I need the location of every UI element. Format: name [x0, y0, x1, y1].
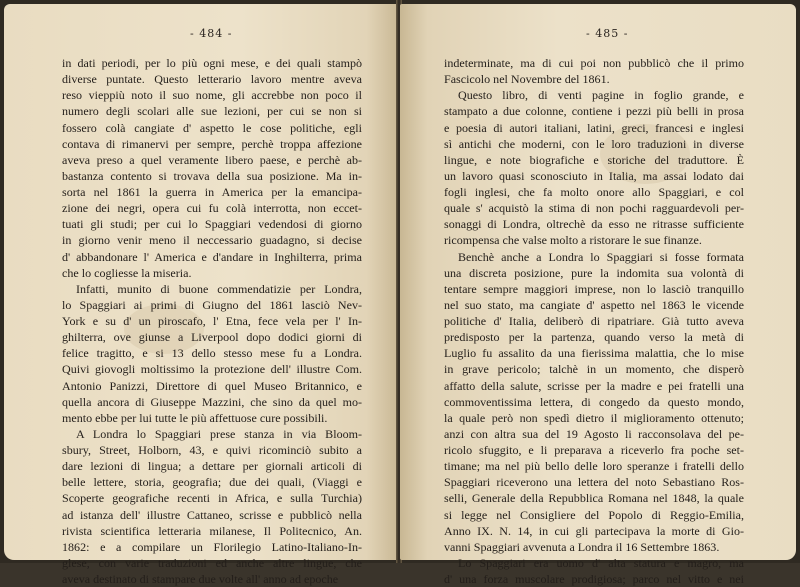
- text-line: la quale però non spedì dietro il miglioramento ottenuto;: [444, 410, 744, 425]
- text-line: numero degli scolari alle sue lezioni, per cui se non si: [62, 104, 362, 119]
- right-page: [400, 4, 796, 586]
- text-line: Spaggiari riceverono una lettera del noto Sebastiano Ros-: [444, 475, 744, 490]
- text-line: ad istanza dell' illustre Cattaneo, scrisse e pubblicò nella: [62, 507, 362, 522]
- text-line: 1862: e a compilare un Florilegio Latino-Italiano-In-: [62, 539, 362, 554]
- text-line: in grave pericolo; talchè in un momento, che disperò: [444, 362, 744, 377]
- text-line: d' abbandonare l' America e d'andare in Inghilterra, prima: [62, 249, 362, 264]
- text-line: aveva preso a quel veramente libero paese, e perchè ab-: [62, 152, 362, 167]
- text-line: sbury, Street, Holborn, 43, e quivi ricominciò subito a: [62, 443, 362, 457]
- text-line: dare lezioni di lingua; a dettare per giornali articoli di: [62, 459, 362, 474]
- text-line: vanni Spaggiari avvenuta a Londra il 16 Settembre 1863.: [444, 539, 720, 554]
- text-line: diverse puntate. Questo letterario lavoro mentre aveva: [62, 72, 362, 87]
- left-page: [4, 4, 398, 586]
- text-line: quella ancora di Giuseppe Mazzini, che sino da quel mo-: [62, 394, 362, 409]
- text-line: nel suo stato, ma cangiate d' aspetto nel 1863 le vicende: [444, 297, 744, 312]
- text-line: ghilterra, ove giunse a Liverpool dopo dodici giorni di: [62, 330, 362, 345]
- page-number: - 484 -: [190, 27, 233, 40]
- text-line: Infatti, munito di buone commendatizie per Londra,: [76, 281, 362, 296]
- text-line: sì antichi che moderni, con le loro traduzioni in diverse: [444, 136, 744, 151]
- text-line: ricompensa che valse molto a ristorare le sue finanze.: [444, 233, 702, 248]
- text-line: contava di rimanervi per sempre, perchè troppa affezione: [62, 136, 362, 151]
- text-line: bastanza contento si trovava della sua posizione. Ma in-: [62, 168, 362, 183]
- text-line: Fascicolo nel Novembre del 1861.: [444, 72, 610, 87]
- text-line: un lavoro quasi sconosciuto in Italia, ma assai lodato dai: [444, 168, 744, 183]
- text-line: lingue, e note biografiche e storiche del traduttore. È: [444, 152, 744, 167]
- text-line: rivista scientifica letteraria milanese, Il Politecnico, An.: [62, 523, 362, 538]
- page-body-text: [62, 55, 362, 587]
- text-line: A Londra lo Spaggiari prese stanza in via Bloom-: [76, 426, 362, 441]
- text-line: ricolo sfuggito, e li preparava a riceverlo fra poche set-: [444, 443, 744, 457]
- text-line: Lo Spaggiari era uomo d' alta statura e magro, ma: [458, 555, 744, 570]
- text-line: in dati periodi, per lo più ogni mese, e dei quali stampò: [62, 56, 362, 70]
- text-line: Scoperte geografiche recenti in Africa, e sulla Turchia): [62, 491, 362, 506]
- text-line: zione dei negri, opera cui fu colà interrotta, non eccet-: [62, 201, 362, 216]
- text-line: una discreta posizione, pure la indomita sua volontà di: [444, 265, 744, 280]
- text-line: timane; ma nel più bello delle loro speranze i fratelli dello: [444, 459, 744, 474]
- text-line: quale s' acquistò la stima di non pochi ragguardevoli per-: [444, 201, 744, 216]
- text-line: si legge nel Consigliere del Popolo di Reggio-Emilia,: [444, 507, 744, 522]
- text-line: selli, Generale della Repubblica Romana nel 1848, la quale: [444, 491, 744, 506]
- text-line: predisposto per la partenza, quando verso la metà di: [444, 330, 744, 345]
- page-body-text: [444, 55, 744, 587]
- text-line: sonaggi di Londra, oltrechè da esso ne ritrasse sufficiente: [444, 217, 744, 232]
- text-line: anzi con altra sua del 19 Agosto li racconsolava del pe-: [444, 426, 744, 441]
- text-line: in giorno venir meno il neccessario guadagno, si decise: [62, 233, 362, 248]
- text-line: Luglio fu assalito da una fierissima malattia, che lo mise: [444, 346, 744, 361]
- text-line: Quivi giovogli moltissimo la protezione dell' illustre Com.: [62, 362, 362, 377]
- text-line: Anno IX. N. 14, in cui gli partecipava la morte di Gio-: [444, 523, 744, 538]
- text-line: aveva destinato di stampare due volte all' anno ad epoche: [62, 572, 339, 586]
- text-line: lo Spaggiari ai primi di Giugno del 1861 lasciò Nev-: [62, 297, 362, 312]
- text-line: che lo cogliesse la miseria.: [62, 265, 192, 280]
- text-line: York e su d' un piroscafo, l' Etna, fece vela per l' In-: [62, 314, 362, 328]
- text-line: fossero colà cangiate d' aspetto le cose politiche, egli: [62, 120, 362, 135]
- text-line: fogli inglesi, che fa molto onore allo Spaggiari, e col: [444, 185, 744, 199]
- text-line: d' una forza muscolare prodigiosa; parco nel vitto e nei: [444, 572, 744, 586]
- text-line: politiche d' Italia, deliberò di ripatriare. Già tutto aveva: [444, 314, 744, 328]
- text-line: felice tragitto, e si 13 dello stesso mese fu a Londra.: [62, 346, 362, 361]
- text-line: indeterminate, ma di cui poi non pubblicò che il primo: [444, 56, 744, 70]
- text-line: e poesia di autori italiani, latini, greci, francesi e inglesi: [444, 120, 744, 135]
- text-line: tuati gli studi; per cui lo Spaggiari vedendosi di giorno: [62, 217, 362, 232]
- text-line: glese, con varie traduzioni ed anche altre lingue, che: [62, 555, 362, 570]
- text-line: commoventissima lettera, di congedo da questo mondo,: [444, 394, 744, 409]
- page-number: - 485 -: [586, 27, 629, 40]
- text-line: Questo libro, di venti pagine in foglio grande, e: [458, 88, 744, 103]
- text-line: belle lettere, storia, geografia; due dei quali, (Viaggi e: [62, 475, 362, 490]
- text-line: stampato a due colonne, contiene i pezzi più belli in prosa: [444, 104, 744, 119]
- text-line: mento ebbe per lui tutte le più affettuose cure possibili.: [62, 410, 328, 425]
- text-line: Benchè anche a Londra lo Spaggiari si fosse formata: [458, 249, 744, 264]
- text-line: reso vieppiù noto il suo nome, gli accrebbe non poco il: [62, 88, 362, 103]
- text-line: Antonio Panizzi, Direttore di quel Museo Britannico, e: [62, 378, 362, 393]
- text-line: tentare sempre maggiori imprese, non lo lasciò tranquillo: [444, 281, 744, 296]
- text-line: sorta nel 1861 la guerra in America per la emancipa-: [62, 185, 362, 199]
- text-line: affatto della salute, scrisse per la madre e pei fratelli una: [444, 378, 744, 393]
